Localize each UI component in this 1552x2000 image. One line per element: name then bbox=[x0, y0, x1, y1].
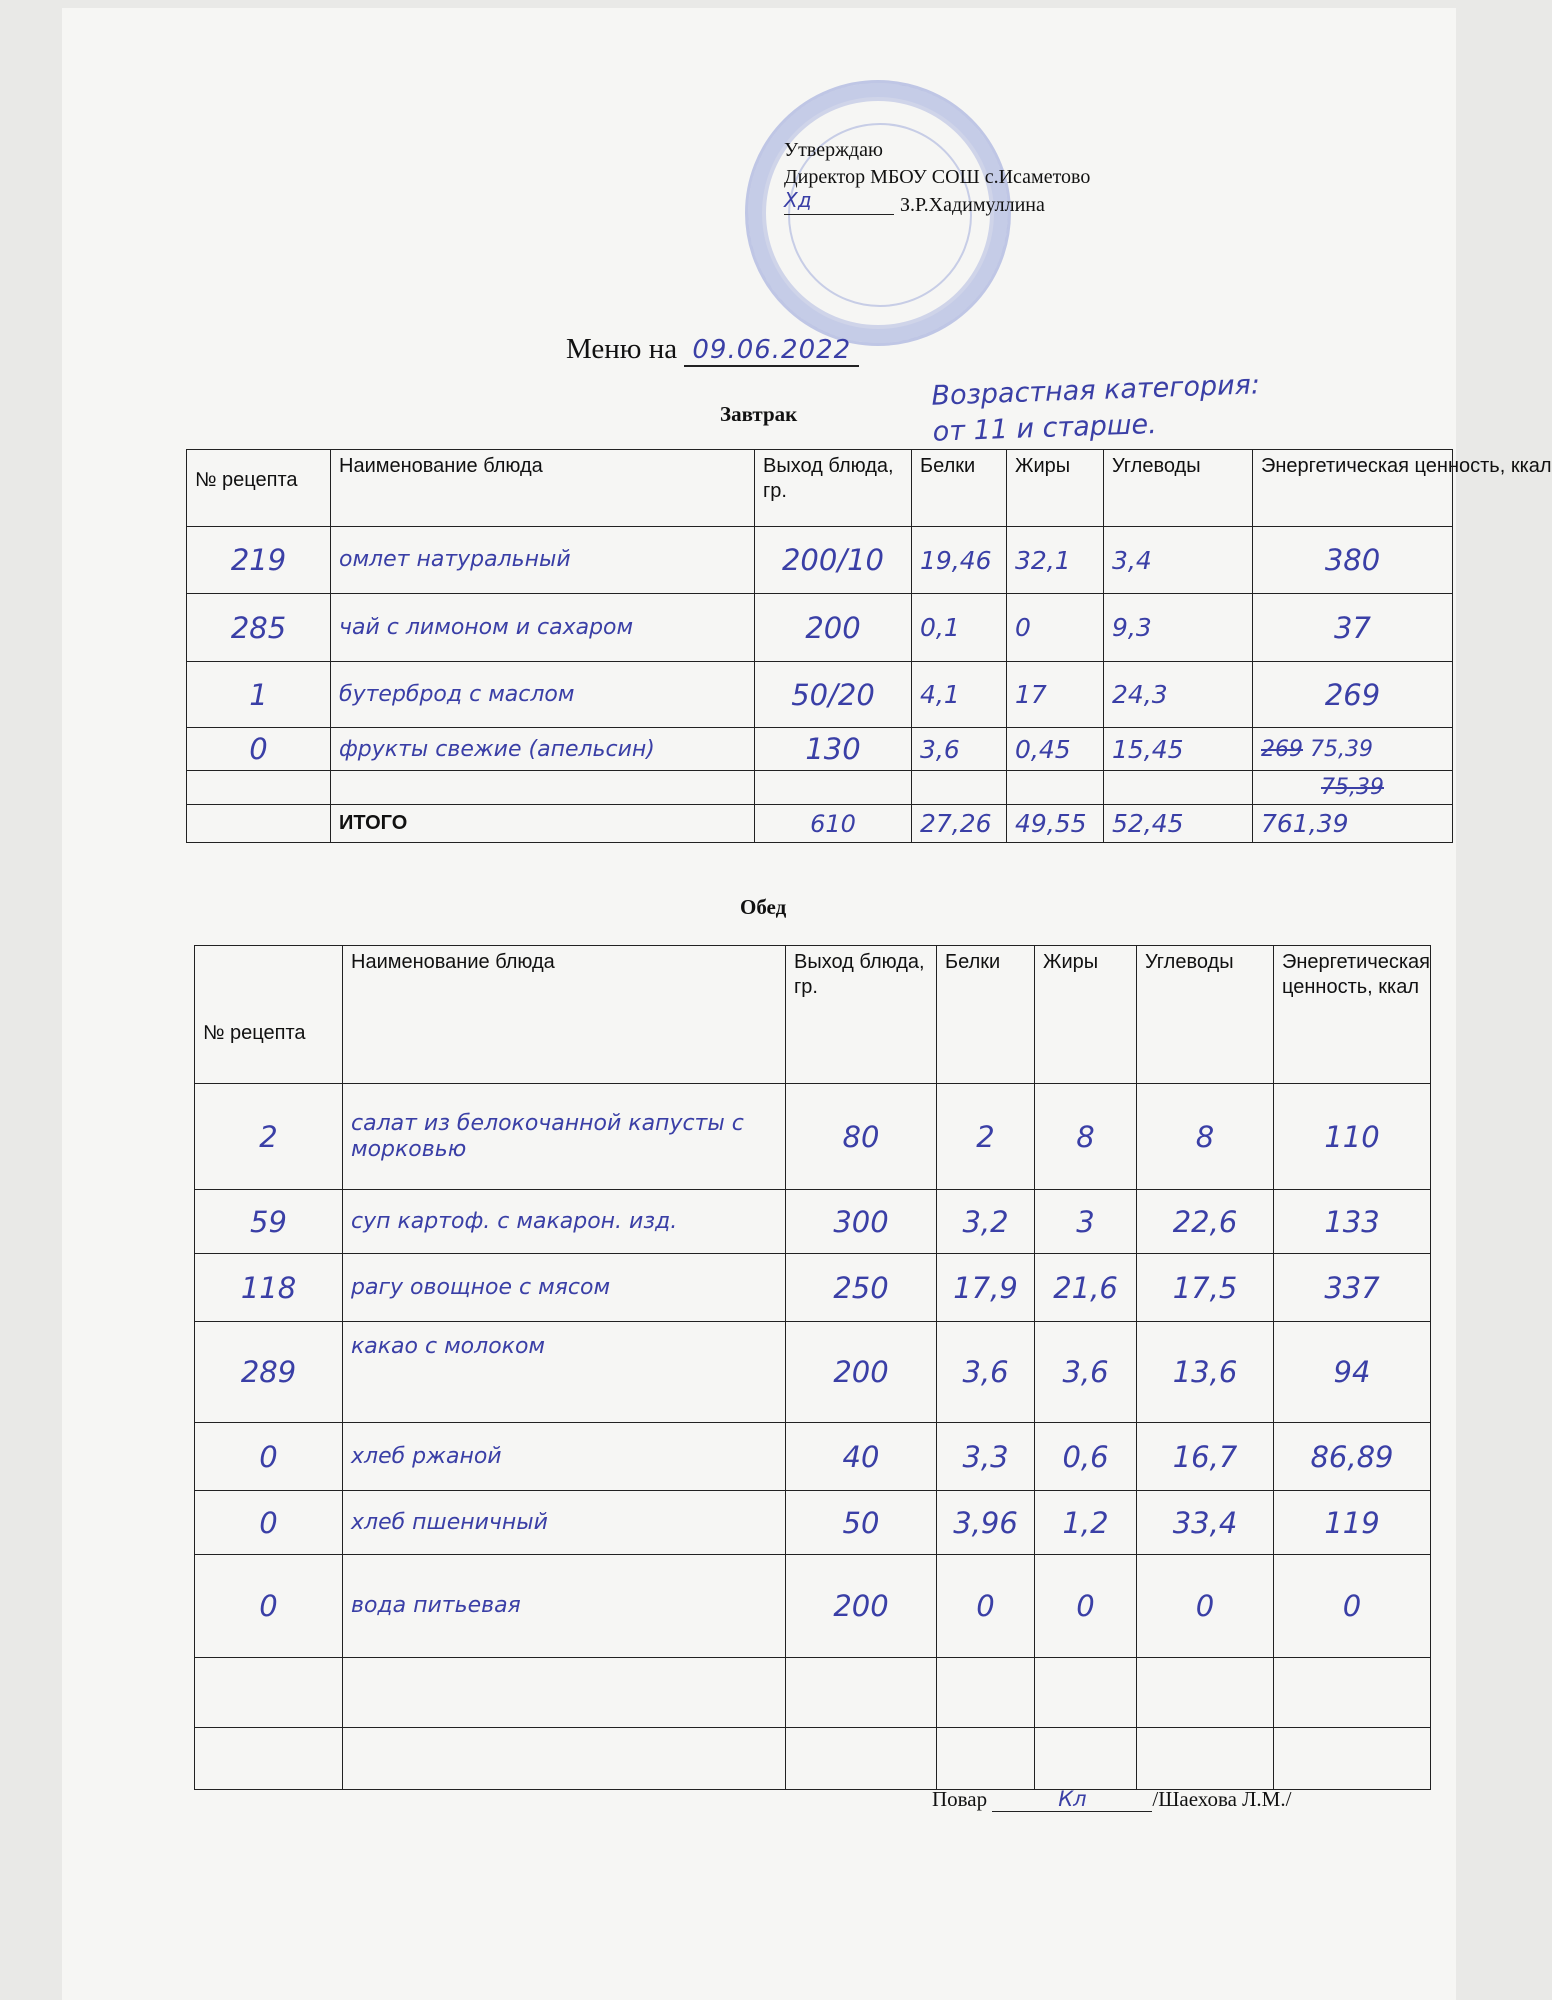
energy-cell: 269 bbox=[1253, 662, 1453, 728]
recipe-cell: 2 bbox=[195, 1084, 343, 1190]
output-cell bbox=[786, 1728, 937, 1790]
header-recipe: № рецепта bbox=[187, 450, 331, 527]
table-row bbox=[187, 594, 1453, 662]
carbs-cell: 8 bbox=[1137, 1084, 1274, 1190]
recipe-cell: 289 bbox=[195, 1322, 343, 1423]
lunch-title: Обед bbox=[740, 895, 787, 919]
carbs-cell bbox=[1104, 771, 1253, 805]
fat-cell: 0 bbox=[1035, 1555, 1137, 1658]
carbs-cell: 13,6 bbox=[1137, 1322, 1274, 1423]
approval-block bbox=[784, 137, 1090, 219]
table-row bbox=[195, 1084, 1431, 1190]
struck-energy-value: 269 bbox=[1261, 736, 1303, 762]
carbs-cell: 3,4 bbox=[1104, 527, 1253, 594]
total-output: 610 bbox=[755, 805, 912, 843]
menu-title bbox=[566, 333, 859, 366]
header-fat: Жиры bbox=[1007, 450, 1104, 527]
header-output: Выход блюда, гр. bbox=[786, 946, 937, 1084]
cook-label: Повар bbox=[932, 1787, 988, 1811]
table-row bbox=[187, 662, 1453, 728]
table-row bbox=[195, 1254, 1431, 1322]
protein-cell: 3,2 bbox=[937, 1190, 1035, 1254]
dish-name-cell bbox=[343, 1728, 786, 1790]
header-energy: Энергетическая ценность, ккал bbox=[1274, 946, 1431, 1084]
table-row bbox=[195, 1658, 1431, 1728]
dish-name-cell: вода питьевая bbox=[343, 1555, 786, 1658]
protein-cell: 0,1 bbox=[912, 594, 1007, 662]
recipe-cell bbox=[195, 1658, 343, 1728]
energy-cell bbox=[1253, 728, 1453, 771]
carbs-cell: 24,3 bbox=[1104, 662, 1253, 728]
fat-cell bbox=[1007, 771, 1104, 805]
recipe-cell: 0 bbox=[195, 1423, 343, 1491]
menu-label: Меню на bbox=[566, 333, 678, 365]
cook-signature-block bbox=[932, 1787, 1291, 1812]
carbs-cell: 9,3 bbox=[1104, 594, 1253, 662]
approval-name-line bbox=[784, 188, 1090, 219]
output-cell: 200/10 bbox=[755, 527, 912, 594]
table-row bbox=[187, 771, 1453, 805]
total-fat: 49,55 bbox=[1007, 805, 1104, 843]
fat-cell: 0 bbox=[1007, 594, 1104, 662]
total-label: ИТОГО bbox=[331, 805, 755, 843]
breakfast-title: Завтрак bbox=[720, 402, 798, 426]
carbs-cell: 17,5 bbox=[1137, 1254, 1274, 1322]
protein-cell: 4,1 bbox=[912, 662, 1007, 728]
energy-cell bbox=[1274, 1728, 1431, 1790]
carbs-cell: 0 bbox=[1137, 1555, 1274, 1658]
table-row bbox=[195, 1322, 1431, 1423]
energy-cell: 75,39 bbox=[1253, 771, 1453, 805]
carbs-cell bbox=[1137, 1728, 1274, 1790]
approval-title: Утверждаю bbox=[784, 139, 883, 161]
breakfast-header-row bbox=[187, 450, 1453, 527]
recipe-cell: 285 bbox=[187, 594, 331, 662]
output-cell: 80 bbox=[786, 1084, 937, 1190]
dish-name-cell: салат из белокочанной капусты с морковью bbox=[343, 1084, 786, 1190]
output-cell: 300 bbox=[786, 1190, 937, 1254]
energy-cell bbox=[1274, 1658, 1431, 1728]
energy-cell: 119 bbox=[1274, 1491, 1431, 1555]
dish-name-cell: омлет натуральный bbox=[331, 527, 755, 594]
protein-cell: 3,6 bbox=[937, 1322, 1035, 1423]
recipe-cell: 59 bbox=[195, 1190, 343, 1254]
energy-cell: 0 bbox=[1274, 1555, 1431, 1658]
header-fat: Жиры bbox=[1035, 946, 1137, 1084]
lunch-header-row bbox=[195, 946, 1431, 1084]
director-signature: Хд bbox=[784, 187, 894, 215]
carbs-cell: 15,45 bbox=[1104, 728, 1253, 771]
dish-name-cell: какао с молоком bbox=[343, 1322, 786, 1423]
carbs-cell: 22,6 bbox=[1137, 1190, 1274, 1254]
recipe-cell: 118 bbox=[195, 1254, 343, 1322]
table-row bbox=[195, 1423, 1431, 1491]
header-dish-name: Наименование блюда bbox=[331, 450, 755, 527]
energy-cell: 110 bbox=[1274, 1084, 1431, 1190]
approval-name: З.Р.Хадимуллина bbox=[900, 194, 1045, 216]
output-cell: 200 bbox=[786, 1555, 937, 1658]
output-cell bbox=[755, 771, 912, 805]
total-carbs: 52,45 bbox=[1104, 805, 1253, 843]
dish-name-cell: рагу овощное с мясом bbox=[343, 1254, 786, 1322]
header-dish-name: Наименование блюда bbox=[343, 946, 786, 1084]
table-row bbox=[195, 1190, 1431, 1254]
protein-cell bbox=[937, 1728, 1035, 1790]
protein-cell bbox=[937, 1658, 1035, 1728]
protein-cell: 3,6 bbox=[912, 728, 1007, 771]
recipe-cell bbox=[187, 771, 331, 805]
output-cell: 50 bbox=[786, 1491, 937, 1555]
breakfast-table bbox=[186, 449, 1552, 843]
output-cell: 200 bbox=[786, 1322, 937, 1423]
dish-name-cell bbox=[343, 1658, 786, 1728]
fat-cell: 17 bbox=[1007, 662, 1104, 728]
fat-cell: 3,6 bbox=[1035, 1322, 1137, 1423]
age-category-line2: от 11 и старше. bbox=[932, 408, 1158, 448]
recipe-cell: 0 bbox=[195, 1555, 343, 1658]
output-cell: 40 bbox=[786, 1423, 937, 1491]
recipe-cell: 0 bbox=[187, 728, 331, 771]
energy-cell: 86,89 bbox=[1274, 1423, 1431, 1491]
header-output: Выход блюда, гр. bbox=[755, 450, 912, 527]
output-cell bbox=[786, 1658, 937, 1728]
fat-cell: 0,45 bbox=[1007, 728, 1104, 771]
fat-cell bbox=[1035, 1728, 1137, 1790]
output-cell: 130 bbox=[755, 728, 912, 771]
fat-cell: 0,6 bbox=[1035, 1423, 1137, 1491]
recipe-cell bbox=[195, 1728, 343, 1790]
energy-cell: 37 bbox=[1253, 594, 1453, 662]
fat-cell: 1,2 bbox=[1035, 1491, 1137, 1555]
header-carbs: Углеводы bbox=[1104, 450, 1253, 527]
output-cell: 50/20 bbox=[755, 662, 912, 728]
protein-cell: 2 bbox=[937, 1084, 1035, 1190]
fat-cell: 8 bbox=[1035, 1084, 1137, 1190]
header-protein: Белки bbox=[937, 946, 1035, 1084]
lunch-table bbox=[194, 945, 1431, 1790]
fat-cell: 3 bbox=[1035, 1190, 1137, 1254]
output-cell: 200 bbox=[755, 594, 912, 662]
fat-cell: 21,6 bbox=[1035, 1254, 1137, 1322]
dish-name-cell: фрукты свежие (апельсин) bbox=[331, 728, 755, 771]
approval-position: Директор МБОУ СОШ с.Исаметово bbox=[784, 166, 1091, 188]
energy-cell: 337 bbox=[1274, 1254, 1431, 1322]
recipe-cell: 1 bbox=[187, 662, 331, 728]
table-row bbox=[195, 1555, 1431, 1658]
total-protein: 27,26 bbox=[912, 805, 1007, 843]
protein-cell bbox=[912, 771, 1007, 805]
table-row bbox=[195, 1491, 1431, 1555]
header-recipe: № рецепта bbox=[195, 946, 343, 1084]
energy-cell: 133 bbox=[1274, 1190, 1431, 1254]
protein-cell: 17,9 bbox=[937, 1254, 1035, 1322]
table-row bbox=[187, 728, 1453, 771]
carbs-cell bbox=[1137, 1658, 1274, 1728]
menu-date: 09.06.2022 bbox=[684, 335, 859, 367]
dish-name-cell: хлеб пшеничный bbox=[343, 1491, 786, 1555]
protein-cell: 0 bbox=[937, 1555, 1035, 1658]
protein-cell: 3,3 bbox=[937, 1423, 1035, 1491]
header-carbs: Углеводы bbox=[1137, 946, 1274, 1084]
recipe-cell: 0 bbox=[195, 1491, 343, 1555]
cook-name: /Шаехова Л.М./ bbox=[1152, 1787, 1292, 1811]
cook-signature: Кл bbox=[992, 1787, 1152, 1812]
recipe-cell: 219 bbox=[187, 527, 331, 594]
recipe-cell bbox=[187, 805, 331, 843]
header-energy: Энергетическая ценность, ккал bbox=[1253, 450, 1453, 527]
dish-name-cell: чай с лимоном и сахаром bbox=[331, 594, 755, 662]
dish-name-cell bbox=[331, 771, 755, 805]
carbs-cell: 16,7 bbox=[1137, 1423, 1274, 1491]
total-energy: 761,39 bbox=[1253, 805, 1453, 843]
dish-name-cell: хлеб ржаной bbox=[343, 1423, 786, 1491]
carbs-cell: 33,4 bbox=[1137, 1491, 1274, 1555]
table-row bbox=[187, 527, 1453, 594]
protein-cell: 3,96 bbox=[937, 1491, 1035, 1555]
fat-cell bbox=[1035, 1658, 1137, 1728]
energy-cell: 94 bbox=[1274, 1322, 1431, 1423]
table-row bbox=[195, 1728, 1431, 1790]
protein-cell: 19,46 bbox=[912, 527, 1007, 594]
energy-cell: 380 bbox=[1253, 527, 1453, 594]
total-row bbox=[187, 805, 1453, 843]
output-cell: 250 bbox=[786, 1254, 937, 1322]
corrected-energy-value: 75,39 bbox=[1310, 736, 1373, 762]
dish-name-cell: суп картоф. с макарон. изд. bbox=[343, 1190, 786, 1254]
header-protein: Белки bbox=[912, 450, 1007, 527]
fat-cell: 32,1 bbox=[1007, 527, 1104, 594]
dish-name-cell: бутерброд с маслом bbox=[331, 662, 755, 728]
age-category-line1: Возрастная категория: bbox=[930, 369, 1261, 412]
